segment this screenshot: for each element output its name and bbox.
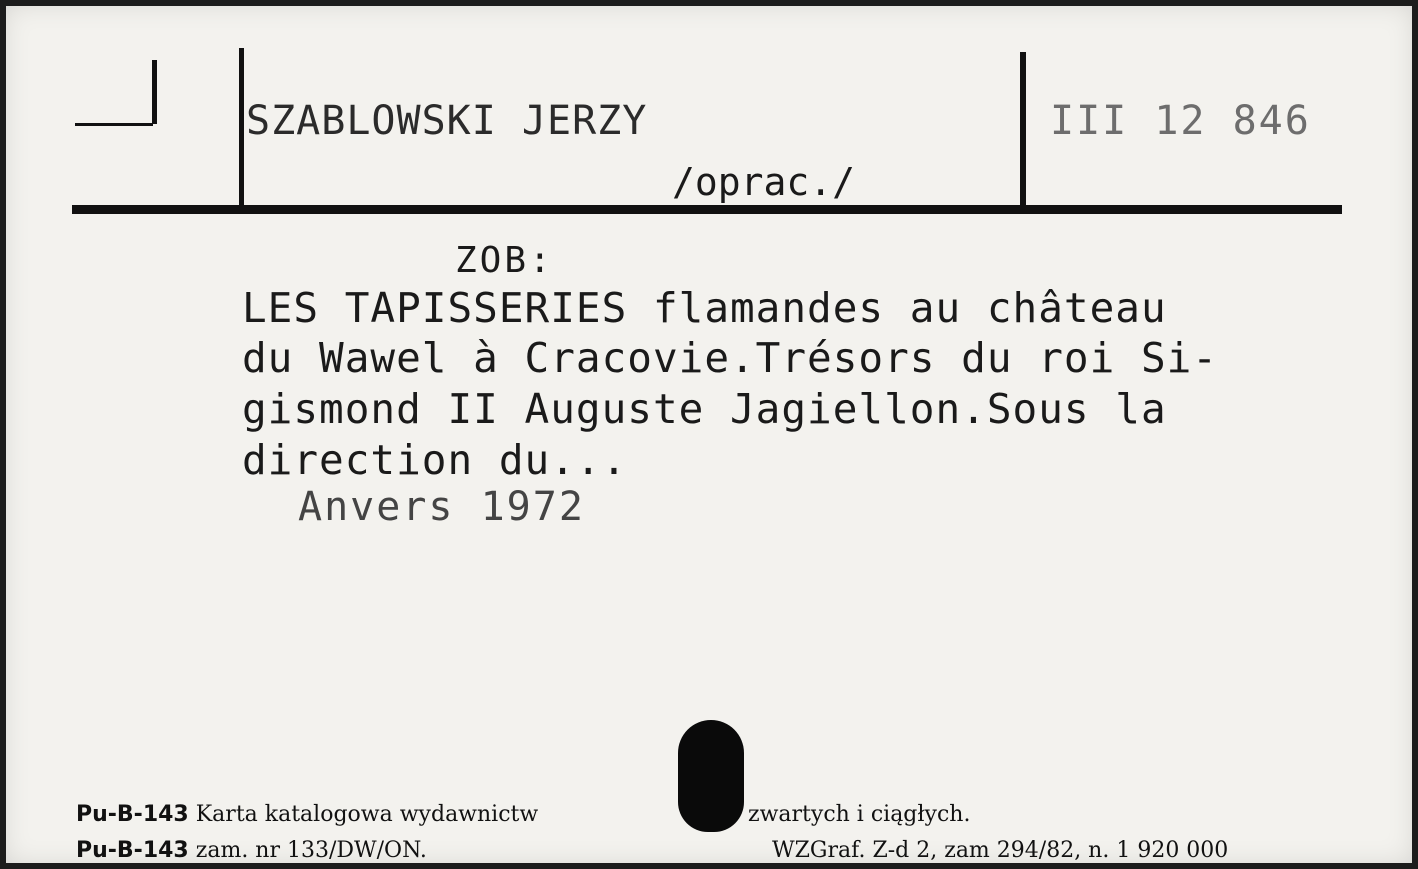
title-line-1: LES TAPISSERIES flamandes au château [242, 284, 1167, 332]
footer-order-number: zam. nr 133/DW/ON. [195, 838, 427, 863]
imprint: Anvers 1972 [298, 484, 585, 530]
footer-line-1 [76, 802, 538, 827]
collection-label: ZOB: [455, 240, 554, 281]
index-mark-vertical [152, 60, 157, 124]
footer-form-title: Karta katalogowa wydawnictw [195, 802, 539, 827]
card-punch-hole [678, 720, 744, 832]
index-mark-horizontal [75, 123, 153, 126]
title-line-2: du Wawel à Cracovie.Trésors du roi Si- [242, 334, 1218, 382]
title-line-3: gismond II Auguste Jagiellon.Sous la [242, 385, 1167, 433]
right-column-rule [1020, 52, 1026, 208]
footer-printer: WZGraf. Z-d 2, zam 294/82, n. 1 920 000 [772, 838, 1229, 863]
title-line-4: direction du... [242, 436, 628, 484]
footer-form-code-2: Pu-B-143 [76, 838, 189, 863]
author-heading: SZABLOWSKI JERZY [246, 98, 648, 144]
footer-line-2 [76, 838, 427, 863]
footer-line-1-cont: zwartych i ciągłych. [748, 802, 971, 827]
footer-form-code-1: Pu-B-143 [76, 802, 189, 827]
left-column-rule [239, 48, 244, 208]
call-number: III 12 846 [1050, 98, 1311, 144]
author-role: /oprac./ [672, 160, 856, 204]
header-rule [72, 205, 1342, 214]
